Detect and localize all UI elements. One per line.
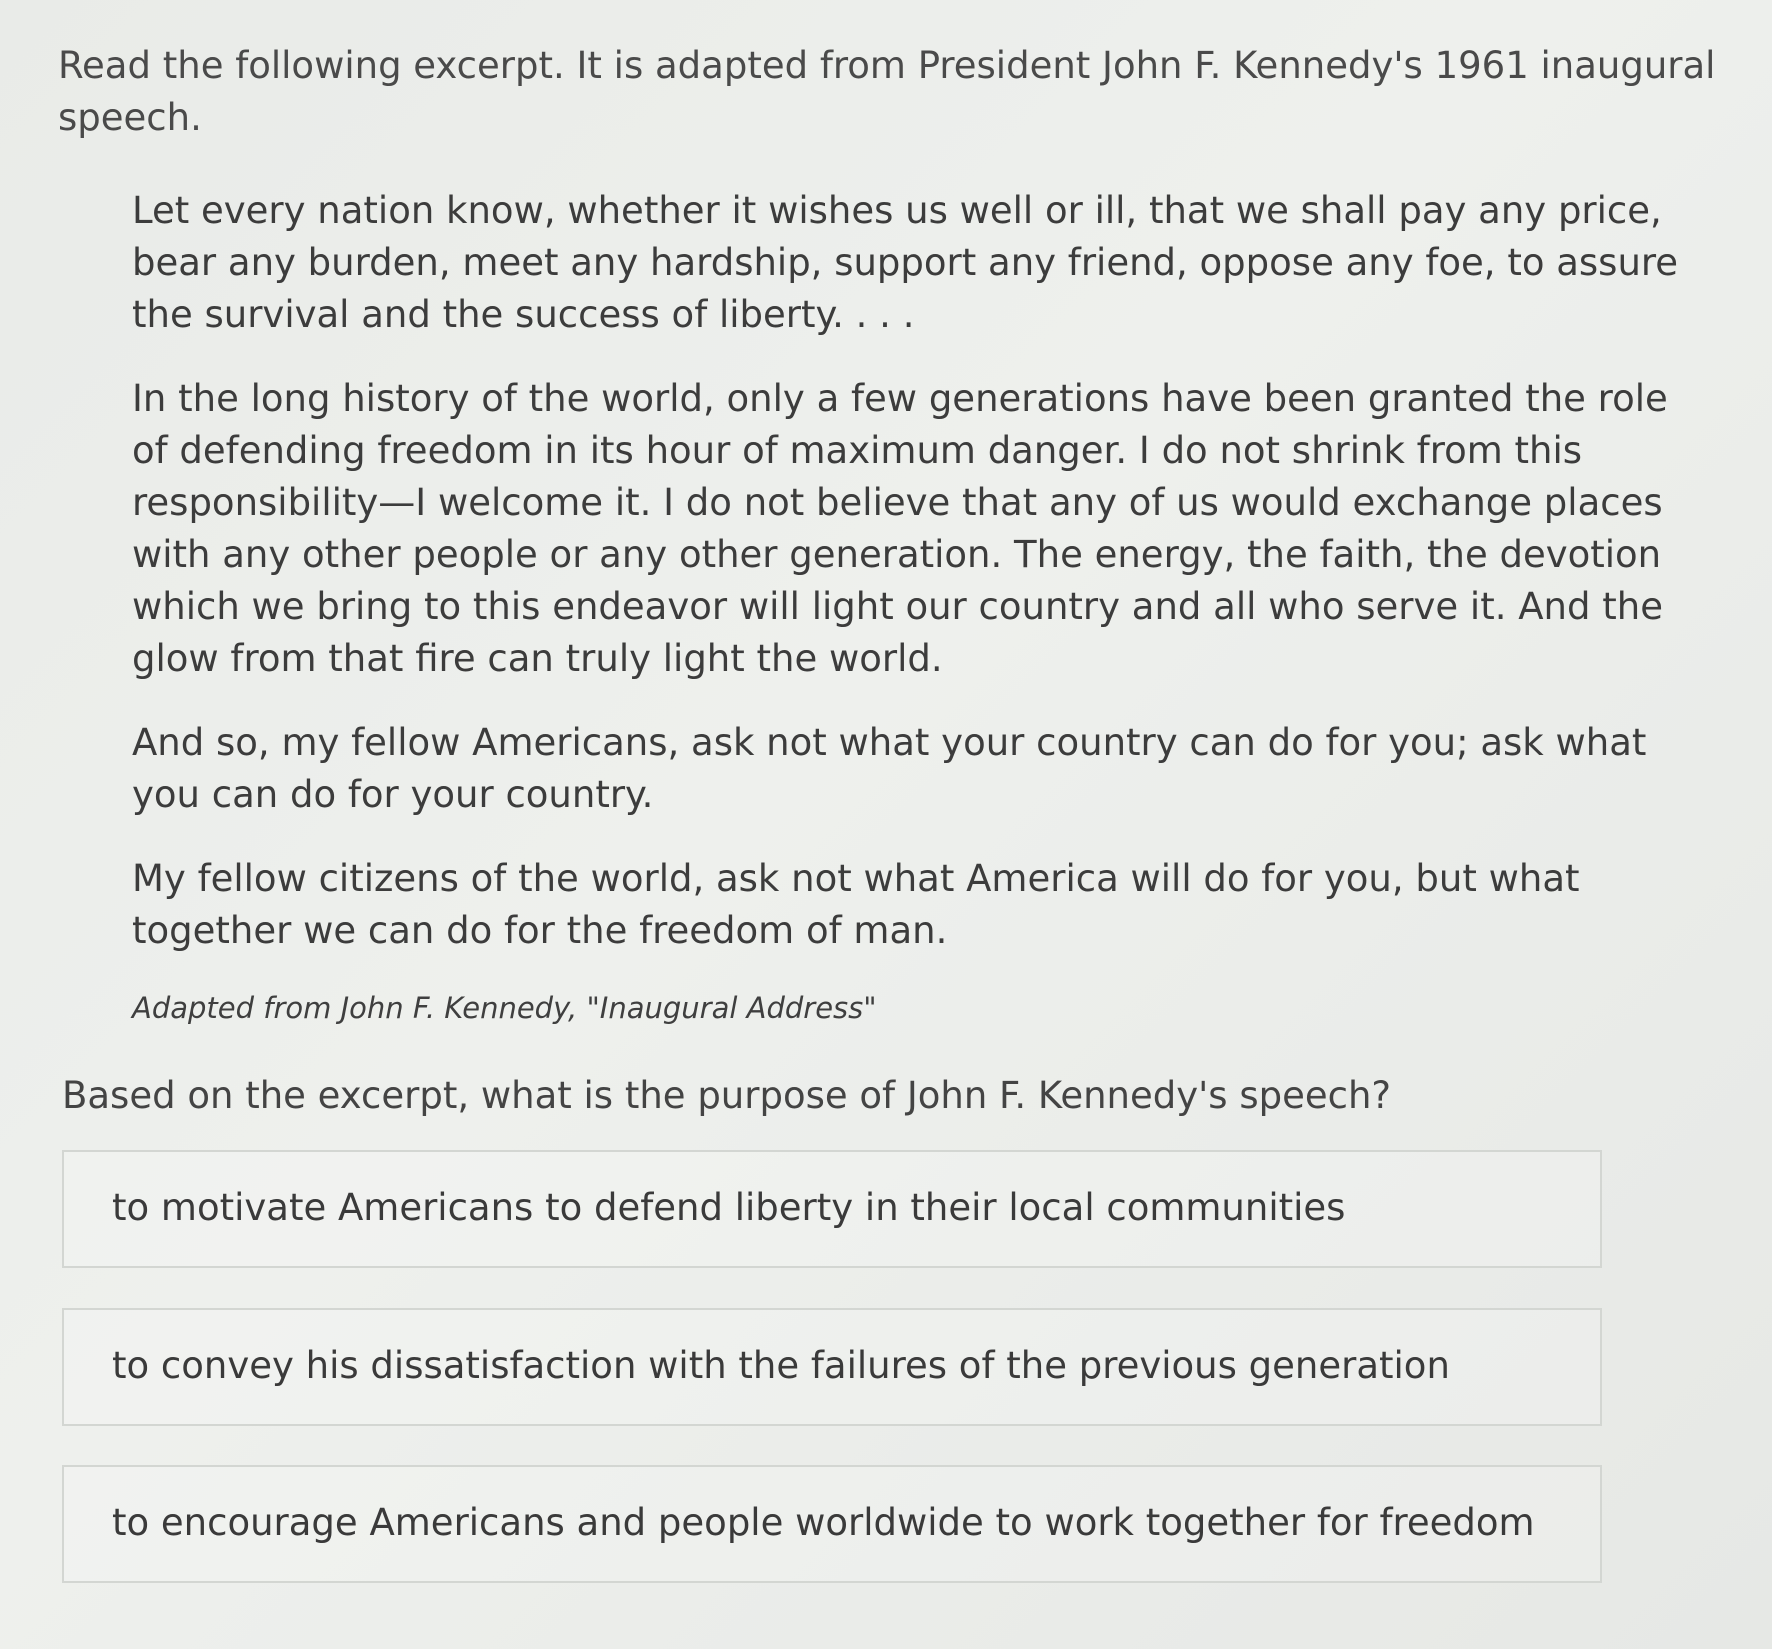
intro-text: Read the following excerpt. It is adapted from President John F. Kennedy's 1961 inaugural speech. <box>58 44 1716 139</box>
question-prompt: Based on the excerpt, what is the purpose of John F. Kennedy's speech? <box>62 1074 1392 1117</box>
answer-choice-2[interactable] <box>62 1308 1602 1426</box>
excerpt-citation: Adapted from John F. Kennedy, "Inaugural Address" <box>132 991 877 1025</box>
answer-choice-label: to encourage Americans and people worldwide to work together for freedom <box>112 1501 1535 1544</box>
answer-choice-1[interactable] <box>62 1150 1602 1268</box>
excerpt-paragraph: My fellow citizens of the world, ask not what America will do for you, but what together we can do for the freedom of man. <box>132 857 1580 952</box>
excerpt-paragraph: Let every nation know, whether it wishes us well or ill, that we shall pay any price, bear any burden, meet any hardship, support any friend, oppose any foe, to assure the survival and the success of liberty. . . . <box>132 189 1679 336</box>
answer-choice-3[interactable] <box>62 1465 1602 1583</box>
excerpt-paragraph: And so, my fellow Americans, ask not what your country can do for you; ask what you can do for your country. <box>132 721 1647 816</box>
speech-excerpt <box>132 185 1712 989</box>
excerpt-paragraph: In the long history of the world, only a few generations have been granted the role of defending freedom in its hour of maximum danger. I do not shrink from this responsibility—I welcome it. I do not believe that any of us would exchange places with any other people or any other generation. The energy, the faith, the devotion which we bring to this endeavor will light our country and all who serve it. And the glow from that fire can truly light the world. <box>132 377 1668 680</box>
answer-choice-label: to motivate Americans to defend liberty in their local communities <box>112 1186 1346 1229</box>
answer-choice-label: to convey his dissatisfaction with the failures of the previous generation <box>112 1344 1450 1387</box>
